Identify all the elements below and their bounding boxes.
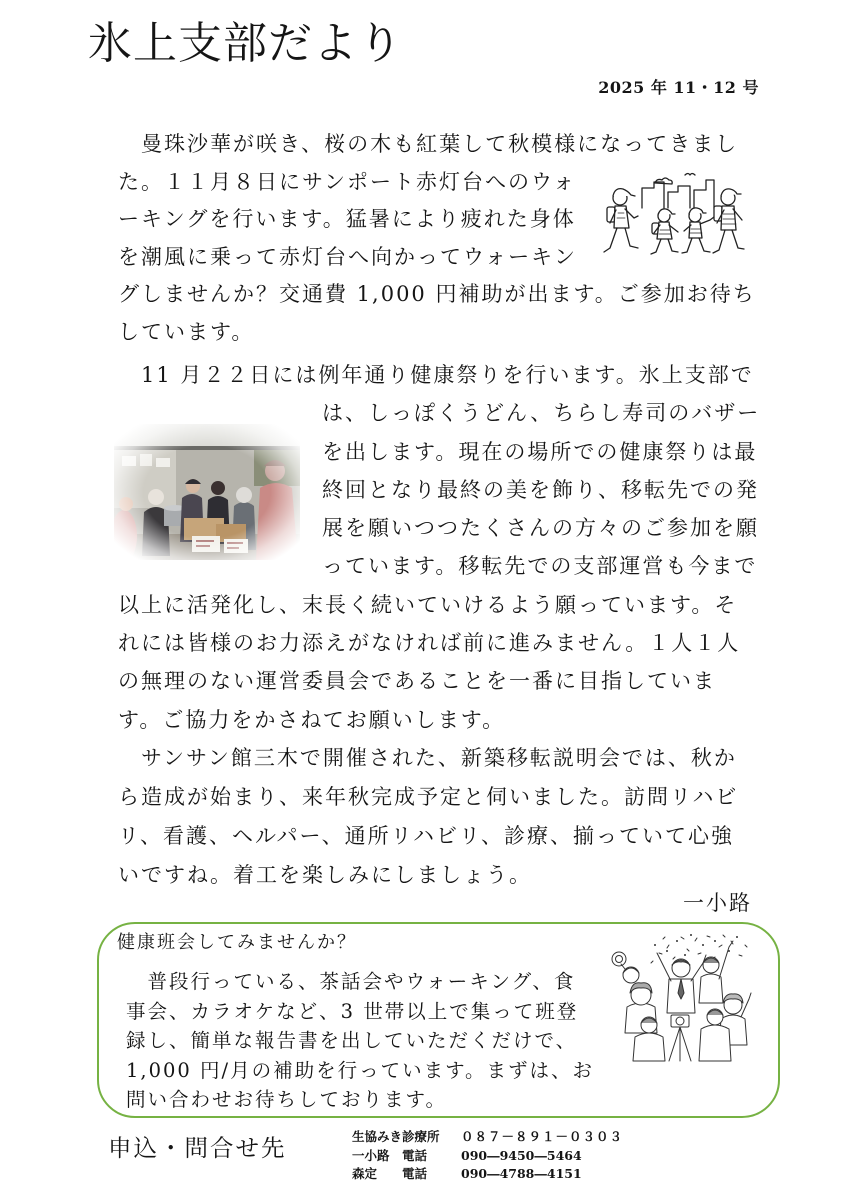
body-line: サンサン館三木で開催された、新築移転説明会では、秋か	[118, 746, 737, 770]
body-line: グしませんか？交通費 1,000 円補助が出ます。ご参加お待ち	[118, 282, 756, 307]
newsletter-title: 氷上支部だより	[88, 18, 403, 69]
body-line: 曼珠沙華が咲き、桜の木も紅葉して秋模様になってきまし	[118, 132, 739, 156]
body-line: す。ご協力をかさねてお願いします。	[118, 707, 506, 732]
body-line: 11 月２２日には例年通り健康祭りを行います。氷上支部で	[118, 363, 754, 387]
contact-phone-number: ０８７－８９１－０３０３	[461, 1129, 624, 1144]
contact-phone-number: 090―4788―4151	[461, 1166, 582, 1181]
notice-heading: 健康班会してみませんか？	[117, 932, 357, 953]
contact-name: 生協みき診療所	[352, 1129, 440, 1144]
notice-body	[126, 967, 594, 1115]
body-line: リ、看護、ヘルパー、通所リハビリ、診療、揃っていて心強	[118, 824, 734, 848]
body-line: を出します。現在の場所での健康祭りは最	[322, 439, 758, 464]
issue-number: 2025 年 11・12 号	[598, 78, 759, 97]
contact-name: 一小路	[352, 1148, 390, 1163]
contact-row-person	[352, 1165, 672, 1183]
contact-name: 森定	[352, 1166, 378, 1181]
walking-family-illustration	[598, 168, 748, 268]
body-line: れには皆様のお力添えがなければ前に進みません。１人１人	[118, 631, 741, 656]
body-line: の無理のない運営委員会であることを一番に目指していま	[118, 669, 716, 694]
body-line: しています。	[118, 319, 255, 344]
cheering-crowd-illustration	[611, 933, 753, 1063]
notice-line: 事会、カラオケなど、3 世帯以上で集って班登	[126, 999, 579, 1023]
health-group-notice-box	[97, 922, 780, 1118]
author-signature: 一小路	[683, 891, 752, 915]
phone-label: 電話	[402, 1148, 428, 1163]
contact-row-clinic	[352, 1128, 672, 1146]
body-line: は、しっぽくうどん、ちらし寿司のバザー	[322, 401, 761, 426]
contact-label: 申込・問合せ先	[108, 1134, 287, 1162]
body-line: 展を願いつつたくさんの方々のご参加を願	[322, 516, 759, 541]
notice-line: 問い合わせお待ちしております。	[126, 1088, 447, 1111]
contact-phone-number: 090―9450―5464	[461, 1148, 582, 1163]
body-line: 以上に活発化し、末長く続いていけるよう願っています。そ	[118, 592, 738, 617]
body-line: ら造成が始まり、来年秋完成予定と伺いました。訪問リハビ	[118, 785, 739, 809]
body-line: ーキングを行います。猛暑により疲れた身体	[118, 207, 576, 232]
contact-row-person	[352, 1147, 672, 1165]
body-line: 終回となり最終の美を飾り、移転先での発	[322, 477, 759, 502]
body-line: を潮風に乗って赤灯台へ向かってウォーキン	[118, 244, 577, 269]
body-line: っています。移転先での支部運営も今まで	[322, 554, 758, 579]
notice-line: 録し、簡単な報告書を出していただくだけで、	[126, 1029, 578, 1052]
body-line: た。１１月８日にサンポート赤灯台へのウォ	[118, 169, 577, 194]
bazaar-event-photo	[114, 424, 300, 560]
phone-label: 電話	[402, 1166, 428, 1181]
notice-line: 普段行っている、茶話会やウォーキング、食	[126, 970, 576, 993]
paragraph-relocation-briefing	[118, 739, 738, 895]
notice-line: 1,000 円/月の補助を行っています。まずは、お	[126, 1058, 595, 1082]
body-line: いですね。着工を楽しみにしましょう。	[118, 863, 532, 887]
